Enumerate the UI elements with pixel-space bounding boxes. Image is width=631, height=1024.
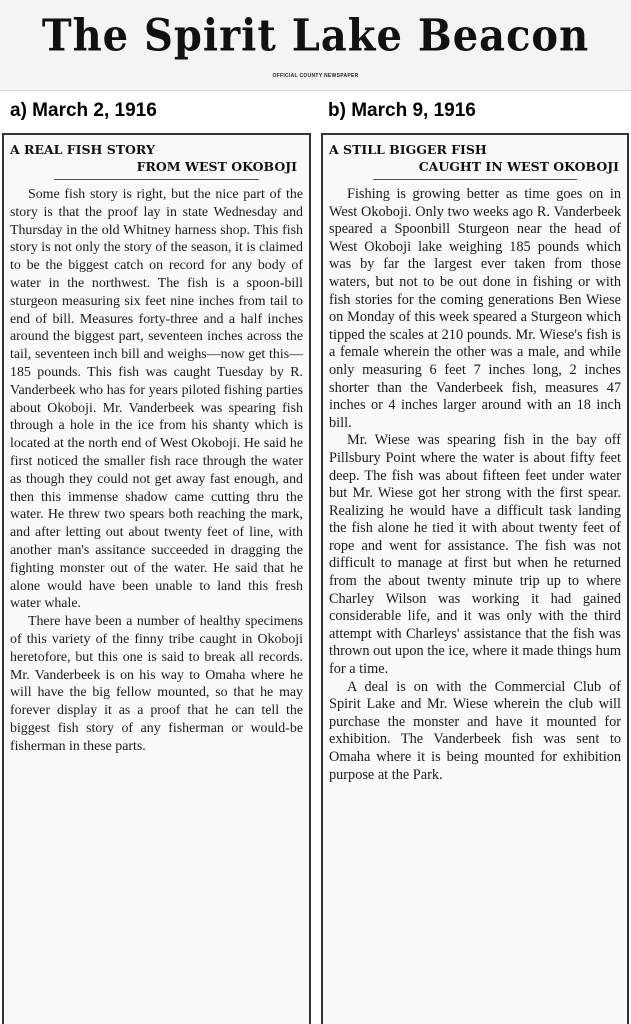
headline-line-2: CAUGHT IN WEST OKOBOJI xyxy=(418,159,619,174)
article-paragraph: Some fish story is right, but the nice part of the story is that the proof lay in state Wednesday and Thursday in the old Whitney harness shop. This fish story is not only the story of the season, it is claimed to be the biggest catch on record for any body of water in the northwest. The fish is a spoon-bill sturgeon measuring six feet nine inches from tail to end of bill. Measures forty-three and a half inches around the biggest part, seventeen inches across the tail, seventeen inch bill and weighs—now get this—185 pounds. This fish was caught Tuesday by R. Vanderbeek who has for years piloted fishing parties about Okoboji. Mr. Vanderbeek was spearing fish through a hole in the ice from his shanty which is located at the north end of West Okoboji. He said he first noticed the smaller fish race through the water as though they could not get away fast enough, and then this immense shadow came cutting thru the water. He threw two spears both reaching the mark, and after letting out about twenty feet of line, with another man's assitance succeeded in dragging the fighting monster out of the water. He said that he alone would have been unable to land this fresh water whale. xyxy=(10,187,303,612)
article-column-a xyxy=(2,133,311,1024)
headline-line-2: FROM WEST OKOBOJI xyxy=(136,159,297,174)
headline-divider xyxy=(54,179,259,180)
article-headline xyxy=(329,141,621,175)
article-body xyxy=(10,186,303,756)
headline-line-1: A STILL BIGGER FISH xyxy=(329,142,487,157)
article-paragraph: Mr. Wiese was spearing fish in the bay off Pillsbury Point where the water is about fifty feet deep. The fish was about fifteen feet under water but Mr. Wiese got her strong with the first spear. Realizing he would have a difficult task landing the fish alone he tied it with about twenty feet of rope and went for assistance. The fish was not difficult to manage at first but when he returned from the about twenty minute trip up to where Charley Wilson was working it had gained considerable life, and it was only with the third attempt with Charleys' assistance that the fish was thrown out upon the ice, where it made things hum for a time. xyxy=(329,432,621,678)
headline-line-1: A REAL FISH STORY xyxy=(10,142,155,157)
article-body xyxy=(329,186,621,784)
masthead xyxy=(0,0,631,91)
headline-divider xyxy=(373,179,577,180)
article-headline xyxy=(10,141,303,175)
date-label-b: b) March 9, 1916 xyxy=(328,100,476,121)
article-paragraph: Fishing is growing better as time goes on in West Okoboji. Only two weeks ago R. Vanderbeek speared a Spoonbill Sturgeon near the head of West Okoboji lake weighing 185 pounds which was by far the largest ever taken from those waters, but not to be out done in fishing or with fish stories for the coming generations Ben Wiese on Monday of this week speared a Sturgeon which tipped the scales at 210 pounds. Mr. Wiese's fish is a female wherein the other was a male, and while only measuring 6 feet 7 inches long, 2 inches shorter than the Vanderbeek fish, measures 47 inches or 4 inches larger around with an 18 inch bill. xyxy=(329,186,621,431)
article-paragraph: A deal is on with the Commercial Club of Spirit Lake and Mr. Wiese wherein the club will purchase the monster and have it mounted for exhibition. The Vanderbeek fish was sent to Omaha where it is being mounted for exhibition purpose at the Park. xyxy=(329,678,621,783)
date-label-a: a) March 2, 1916 xyxy=(10,100,157,121)
article-column-b xyxy=(321,133,629,1024)
newspaper-title: The Spirit Lake Beacon xyxy=(41,9,590,62)
article-paragraph: There have been a number of healthy specimens of this variety of the finny tribe caught in Okoboji heretofore, but this one is said to break all records. Mr. Vanderbeek is on his way to Omaha where he will have the big fellow mounted, so that he may forever display it as a proof that he can tell the biggest fish story of any fisherman or would-be fisherman in these parts. xyxy=(10,614,303,754)
newspaper-subtitle: OFFICIAL COUNTY NEWSPAPER xyxy=(272,73,359,79)
